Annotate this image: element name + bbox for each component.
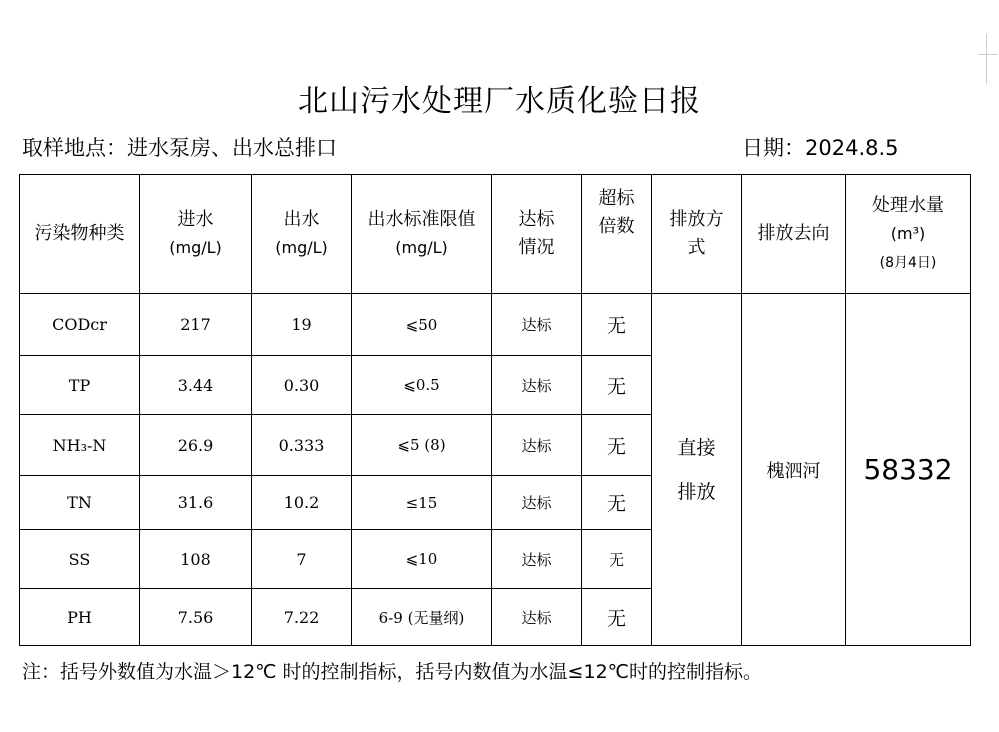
compliance-cell: 达标 [492,356,582,415]
outflow-cell: 19 [252,294,352,356]
header-volume: 处理水量 (m³) (8月4日) [846,175,971,294]
exceed-cell: 无 [582,356,652,415]
discharge-destination-cell: 槐泗河 [742,294,846,646]
pollutant-cell: TP [20,356,140,415]
footnote: 注：括号外数值为水温＞12℃ 时的控制指标，括号内数值为水温≤12℃时的控制指标。 [22,661,762,683]
exceed-cell: 无 [582,589,652,646]
exceed-cell: 无 [582,415,652,476]
header-limit: 出水标准限值 (mg/L) [352,175,492,294]
water-quality-table [19,174,971,646]
header-inflow: 进水 (mg/L) [140,175,252,294]
limit-cell: ⩽0.5 [352,356,492,415]
header-method: 排放方 式 [652,175,742,294]
compliance-cell: 达标 [492,415,582,476]
outflow-cell: 10.2 [252,476,352,530]
table-row [20,294,971,356]
header-exceed: 超标 倍数 [582,175,652,294]
pollutant-cell: SS [20,530,140,589]
compliance-cell: 达标 [492,476,582,530]
inflow-cell: 7.56 [140,589,252,646]
outflow-cell: 7.22 [252,589,352,646]
header-destination: 排放去向 [742,175,846,294]
outflow-cell: 0.333 [252,415,352,476]
inflow-cell: 108 [140,530,252,589]
report-date: 日期：2024.8.5 [742,136,899,160]
exceed-cell: 无 [582,294,652,356]
pollutant-cell: PH [20,589,140,646]
header-compliance: 达标 情况 [492,175,582,294]
exceed-cell: 无 [582,530,652,589]
limit-cell: ⩽5 (8) [352,415,492,476]
pollutant-cell: NH₃-N [20,415,140,476]
report-title: 北山污水处理厂水质化验日报 [298,84,701,119]
outflow-cell: 7 [252,530,352,589]
exceed-cell: 无 [582,476,652,530]
pollutant-cell: CODcr [20,294,140,356]
inflow-cell: 31.6 [140,476,252,530]
inflow-cell: 217 [140,294,252,356]
table-header-row [20,175,971,294]
limit-cell: ≤15 [352,476,492,530]
discharge-method-cell: 直接 排放 [652,294,742,646]
pollutant-cell: TN [20,476,140,530]
limit-cell: ⩽10 [352,530,492,589]
inflow-cell: 26.9 [140,415,252,476]
header-outflow: 出水 (mg/L) [252,175,352,294]
compliance-cell: 达标 [492,530,582,589]
treated-volume-cell: 58332 [846,294,971,646]
compliance-cell: 达标 [492,589,582,646]
inflow-cell: 3.44 [140,356,252,415]
page-margin-mark [978,54,998,55]
limit-cell: 6-9 (无量纲) [352,589,492,646]
header-pollutant: 污染物种类 [20,175,140,294]
outflow-cell: 0.30 [252,356,352,415]
compliance-cell: 达标 [492,294,582,356]
sampling-location: 取样地点：进水泵房、出水总排口 [22,136,337,160]
limit-cell: ⩽50 [352,294,492,356]
